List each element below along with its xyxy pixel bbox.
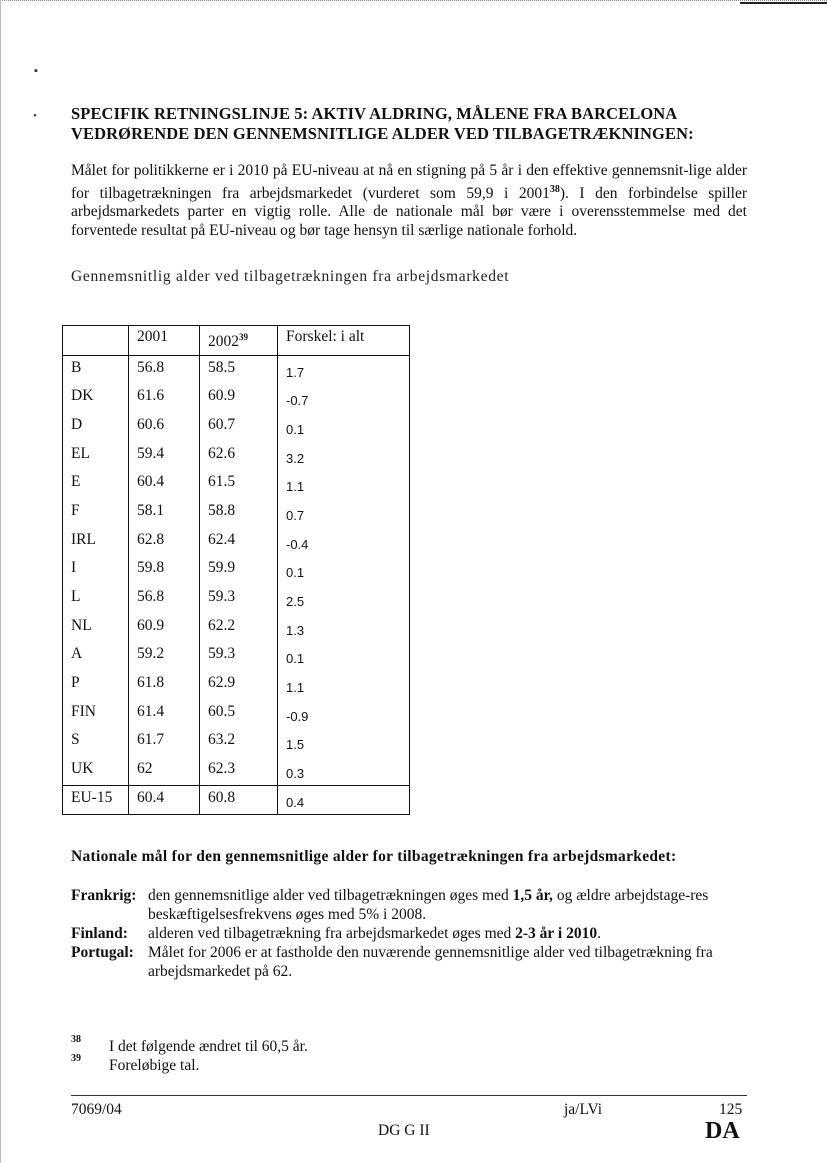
- country-cell: P: [63, 671, 129, 700]
- national-targets-title: Nationale mål for den gennemsnitlige alder for tilbagetrækningen fra arbejdsmarkedet:: [71, 848, 677, 865]
- difference-cell: 2.5: [278, 585, 410, 614]
- value-2001-cell: 59.8: [129, 556, 200, 585]
- table-row: [63, 499, 410, 528]
- value-2001-cell: 61.6: [129, 384, 200, 413]
- target-text: [148, 887, 747, 924]
- difference-cell: 1.3: [278, 614, 410, 643]
- value-2002-cell: 62.3: [200, 757, 278, 786]
- heading-line: VEDRØRENDE DEN GENNEMSNITLIGE ALDER VED TILBAGETRÆKNINGEN:: [71, 124, 694, 143]
- country-cell: DK: [63, 384, 129, 413]
- retirement-age-table: [62, 325, 410, 815]
- top-rule-thick: [740, 2, 827, 4]
- value-2001-cell: 61.8: [129, 671, 200, 700]
- table-row: [63, 556, 410, 585]
- header-cell: 2001: [129, 326, 200, 356]
- left-edge: [0, 0, 1, 1163]
- doc-number: 7069/04: [71, 1101, 122, 1118]
- page-number: 125: [719, 1101, 743, 1118]
- footnote-number: 39: [71, 1053, 81, 1064]
- country-label: Frankrig:: [71, 887, 137, 904]
- table-row: [63, 700, 410, 729]
- footnote-text: Foreløbige tal.: [109, 1057, 200, 1074]
- country-label: Portugal:: [71, 944, 134, 961]
- country-cell: E: [63, 470, 129, 499]
- intro-text: Målet for politikkerne er i 2010 på EU-niveau at nå en stigning på 5 år i den effektive gennemsnit-lige alder for tilbagetrækningen fra arbejdsmarkedet (vurderet som 59,9 i 2001: [71, 162, 747, 202]
- value-2001-cell: 60.9: [129, 614, 200, 643]
- table-row: [63, 728, 410, 757]
- footnote-text: I det følgende ændret til 60,5 år.: [109, 1038, 308, 1055]
- value-2001-cell: 59.2: [129, 642, 200, 671]
- section-heading: [71, 104, 751, 144]
- difference-cell: 0.1: [278, 556, 410, 585]
- value-2001-cell: 61.7: [129, 728, 200, 757]
- value-2001-cell: 56.8: [129, 585, 200, 614]
- header-cell: Forskel: i alt: [278, 326, 410, 356]
- value-2002-cell: 60.8: [200, 786, 278, 815]
- difference-cell: 0.3: [278, 757, 410, 786]
- value-2002-cell: 58.8: [200, 499, 278, 528]
- value-2002-cell: 61.5: [200, 470, 278, 499]
- national-target-finland: [71, 925, 747, 945]
- difference-cell: 1.7: [278, 356, 410, 385]
- country-cell: F: [63, 499, 129, 528]
- language-code: DA: [705, 1118, 740, 1144]
- difference-cell: 1.1: [278, 671, 410, 700]
- target-highlight: 1,5 år,: [512, 887, 553, 904]
- country-cell: UK: [63, 757, 129, 786]
- value-2002-cell: 59.3: [200, 585, 278, 614]
- table-title: Gennemsnitlig alder ved tilbagetrækningen fra arbejdsmarkedet: [71, 268, 510, 285]
- table-row: [63, 614, 410, 643]
- table-row: [63, 442, 410, 471]
- difference-cell: 1.5: [278, 728, 410, 757]
- difference-cell: 0.4: [278, 786, 410, 815]
- value-2001-cell: 58.1: [129, 499, 200, 528]
- value-2002-cell: 62.9: [200, 671, 278, 700]
- value-2001-cell: 60.4: [129, 786, 200, 815]
- difference-cell: 1.1: [278, 470, 410, 499]
- value-2002-cell: 59.9: [200, 556, 278, 585]
- doc-ref: ja/LVi: [564, 1101, 603, 1118]
- table-row: [63, 671, 410, 700]
- country-cell: IRL: [63, 528, 129, 557]
- difference-cell: -0.7: [278, 384, 410, 413]
- difference-cell: 3.2: [278, 442, 410, 471]
- value-2001-cell: 61.4: [129, 700, 200, 729]
- difference-cell: -0.9: [278, 700, 410, 729]
- target-text-part: alderen ved tilbagetrækning fra arbejdsmarkedet øges med: [148, 925, 516, 942]
- difference-cell: -0.4: [278, 528, 410, 557]
- country-cell: D: [63, 413, 129, 442]
- country-cell: A: [63, 642, 129, 671]
- table-row: [63, 470, 410, 499]
- country-cell: L: [63, 585, 129, 614]
- country-cell: S: [63, 728, 129, 757]
- top-rule: [0, 0, 827, 1]
- value-2002-cell: 62.2: [200, 614, 278, 643]
- value-2002-cell: 59.3: [200, 642, 278, 671]
- table-row: [63, 528, 410, 557]
- difference-cell: 0.7: [278, 499, 410, 528]
- value-2001-cell: 59.4: [129, 442, 200, 471]
- value-2002-cell: 60.7: [200, 413, 278, 442]
- margin-mark: •: [33, 110, 37, 122]
- target-highlight: 2-3 år i 2010: [515, 925, 598, 942]
- target-text-part: og ældre arbejdstage-res beskæftigelsesfrekvens øges med 5% i 2008.: [148, 887, 709, 923]
- difference-cell: 0.1: [278, 642, 410, 671]
- country-label: Finland:: [71, 925, 128, 942]
- target-text-part: den gennemsnitlige alder ved tilbagetrækningen øges med: [148, 887, 513, 904]
- header-cell: [63, 326, 129, 356]
- footer-rule: [71, 1095, 747, 1096]
- table-row: [63, 757, 410, 786]
- value-2002-cell: 58.5: [200, 356, 278, 385]
- value-2002-cell: 63.2: [200, 728, 278, 757]
- country-cell: EL: [63, 442, 129, 471]
- intro-paragraph: [71, 162, 747, 241]
- country-cell: I: [63, 556, 129, 585]
- table-row: [63, 642, 410, 671]
- value-2001-cell: 60.4: [129, 470, 200, 499]
- table-row: [63, 585, 410, 614]
- footnote-ref: 38: [549, 183, 560, 195]
- directorate: DG G II: [378, 1122, 430, 1139]
- value-2002-cell: 62.6: [200, 442, 278, 471]
- table-row: [63, 384, 410, 413]
- table-row: [63, 413, 410, 442]
- value-2002-cell: 62.4: [200, 528, 278, 557]
- table-header-row: [63, 326, 410, 356]
- target-text: [148, 925, 747, 944]
- value-2001-cell: 56.8: [129, 356, 200, 385]
- difference-cell: 0.1: [278, 413, 410, 442]
- country-cell: B: [63, 356, 129, 385]
- target-text: Målet for 2006 er at fastholde den nuværende gennemsnitlige alder ved tilbagetrækning fra arbejdsmarkedet på 62.: [148, 944, 713, 980]
- country-cell: EU-15: [63, 786, 129, 815]
- margin-mark: ▪: [34, 65, 38, 77]
- footnote-ref: 39: [239, 332, 248, 342]
- value-2001-cell: 60.6: [129, 413, 200, 442]
- footnote-number: 38: [71, 1034, 81, 1045]
- value-2001-cell: 62: [129, 757, 200, 786]
- target-text-part: .: [597, 925, 601, 942]
- table-footer-row: [63, 786, 410, 815]
- country-cell: FIN: [63, 700, 129, 729]
- national-target-france: [71, 887, 747, 927]
- value-2001-cell: 62.8: [129, 528, 200, 557]
- value-2002-cell: 60.5: [200, 700, 278, 729]
- intro-text: ). I den forbindelse spiller arbejdsmarkedets parter en vigtig rolle. Alle de nationale mål bør være i overensstemmelse med det forventede resultat på EU-niveau og bør tage hensyn til særlige nationale forhold.: [71, 184, 747, 239]
- header-cell: [200, 326, 278, 356]
- table-row: [63, 356, 410, 385]
- header-2002: 2002: [208, 333, 239, 351]
- country-cell: NL: [63, 614, 129, 643]
- value-2002-cell: 60.9: [200, 384, 278, 413]
- table-body: [63, 356, 410, 786]
- heading-line: SPECIFIK RETNINGSLINJE 5: AKTIV ALDRING, MÅLENE FRA BARCELONA: [71, 104, 678, 123]
- national-target-portugal: [71, 944, 747, 984]
